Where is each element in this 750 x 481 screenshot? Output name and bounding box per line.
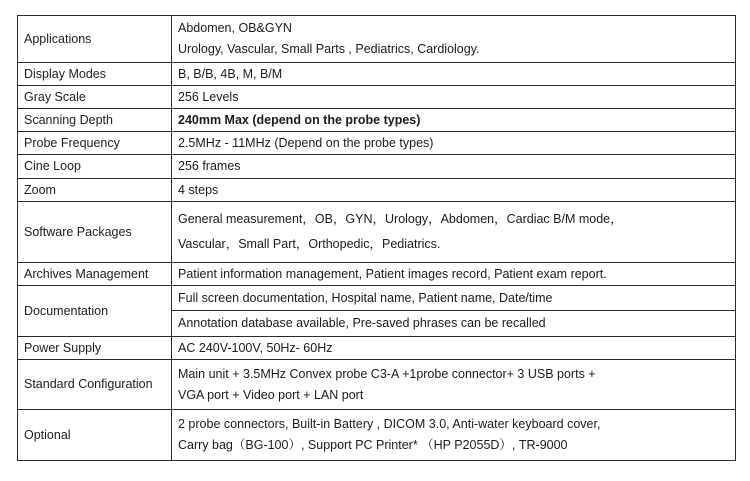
row-applications [18,16,736,63]
label-gray-scale: Gray Scale [18,86,172,109]
value-archives-management: Patient information management, Patient images record, Patient exam report. [172,263,736,286]
row-zoom [18,179,736,202]
value-optional-line-1: 2 probe connectors, Built-in Battery , DICOM 3.0, Anti-water keyboard cover, [178,417,601,431]
value-software-packages-line-1: General measurement，OB，GYN，Urology，Abdomen，Cardiac B/M mode， [178,212,623,226]
row-archives-management [18,263,736,286]
value-documentation-line-1: Full screen documentation, Hospital name, Patient name, Date/time [172,286,736,311]
spec-table [17,15,736,461]
value-probe-frequency: 2.5MHz - 11MHz (Depend on the probe types) [172,132,736,155]
label-display-modes: Display Modes [18,63,172,86]
value-optional [172,410,736,461]
label-optional: Optional [18,410,172,461]
value-standard-configuration-line-2: VGA port + Video port + LAN port [178,387,364,402]
row-standard-configuration [18,360,736,410]
value-documentation-line-2: Annotation database available, Pre-saved phrases can be recalled [172,311,736,337]
row-cine-loop [18,155,736,179]
row-power-supply [18,337,736,360]
label-applications: Applications [18,16,172,63]
value-applications [172,16,736,63]
label-standard-configuration: Standard Configuration [18,360,172,410]
value-applications-line-2: Urology, Vascular, Small Parts , Pediatrics, Cardiology. [178,42,480,56]
value-standard-configuration [172,360,736,410]
value-gray-scale: 256 Levels [172,86,736,109]
label-cine-loop: Cine Loop [18,155,172,179]
value-zoom: 4 steps [172,179,736,202]
value-optional-line-2: Carry bag（BG-100）, Support PC Printer* （HP P2055D）, TR-9000 [178,438,568,452]
row-probe-frequency [18,132,736,155]
row-software-packages [18,202,736,263]
value-cine-loop: 256 frames [172,155,736,179]
label-scanning-depth: Scanning Depth [18,109,172,132]
value-standard-configuration-line-1: Main unit + 3.5MHz Convex probe C3-A +1probe connector+ 3 USB ports + [178,366,596,381]
value-scanning-depth: 240mm Max (depend on the probe types) [172,109,736,132]
row-display-modes [18,63,736,86]
value-applications-line-1: Abdomen, OB&GYN [178,21,292,35]
value-software-packages [172,202,736,263]
label-power-supply: Power Supply [18,337,172,360]
value-software-packages-line-2: Vascular，Small Part，Orthopedic，Pediatrics. [178,237,441,251]
label-zoom: Zoom [18,179,172,202]
label-archives-management: Archives Management [18,263,172,286]
value-power-supply: AC 240V-100V, 50Hz- 60Hz [172,337,736,360]
value-display-modes: B, B/B, 4B, M, B/M [172,63,736,86]
label-software-packages: Software Packages [18,202,172,263]
row-gray-scale [18,86,736,109]
label-probe-frequency: Probe Frequency [18,132,172,155]
row-optional [18,410,736,461]
label-documentation: Documentation [18,286,172,337]
row-scanning-depth [18,109,736,132]
row-documentation-1 [18,286,736,311]
